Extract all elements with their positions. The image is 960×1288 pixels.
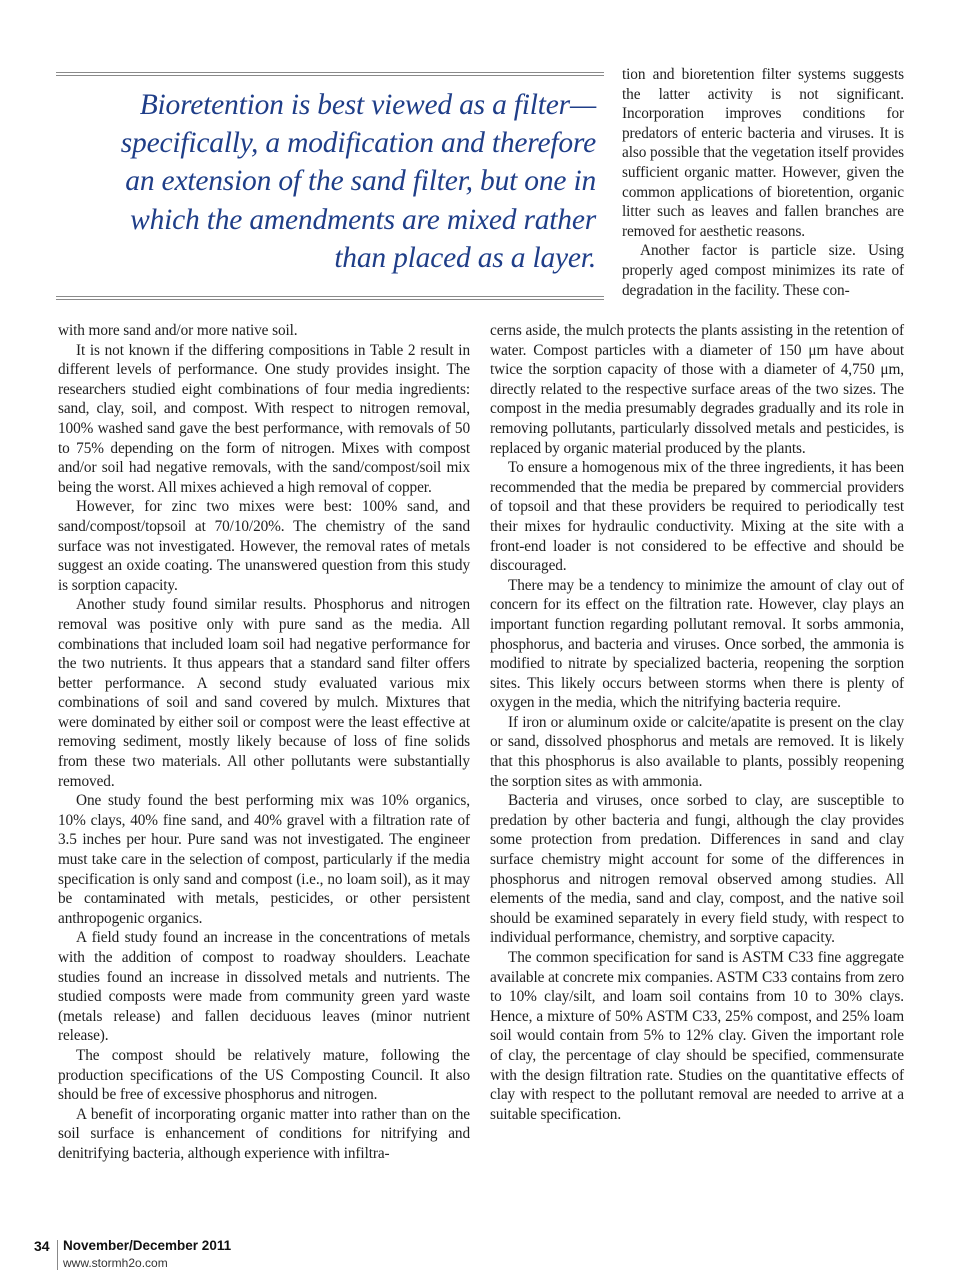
pull-quote-line: Bioretention is best viewed as a filter— [139, 89, 596, 121]
footer-divider [57, 1240, 58, 1270]
paragraph: If iron or aluminum oxide or calcite/apatite is present on the clay or sand, dissolved phosphorus and metals are removed. It is likely that this phosphorus is also available to plants, possibly reopening the sorption sites as with ammonia. [490, 713, 904, 790]
paragraph: Another factor is particle size. Using properly aged compost minimizes its rate of degradation in the facility. These con- [622, 242, 904, 299]
paragraph: The compost should be relatively mature, following the production specifications of the US Composting Council. It also should be free of excessive phosphorus and nitrogen. [58, 1046, 470, 1104]
pull-quote [56, 86, 596, 277]
issue-date: November/December 2011 [63, 1238, 232, 1253]
paragraph: To ensure a homogenous mix of the three ingredients, it has been recommended that the media be prepared by commercial providers of topsoil and that these providers be required to periodically test their mixes for hydraulic conductivity. Mixing at the site with a front-end loader is not considered to be effective and should be discouraged. [490, 459, 904, 575]
pull-quote-line: which the amendments are mixed rather [130, 203, 596, 236]
paragraph: tion and bioretention filter systems suggests the latter activity is not significant. Incorporation improves conditions for predators of enteric bacteria and viruses. It is also possible that the vegetation itself provides sufficient organic matter. However, given the common applications of bioretention, organic litter such as leaves and fallen branches are removed for aesthetic reasons. [622, 66, 904, 240]
pull-quote-line: specifically, a modification and therefore [120, 127, 596, 160]
right-top-column [622, 65, 904, 300]
paragraph: It is not known if the differing compositions in Table 2 result in different levels of performance. One study provides insight. The researchers studied eight combinations of four media ingredients: sand, clay, soil, and compost. With respect to nitrogen removal, 100% washed sand gave the best performance, with removals of 50 to 75% depending on the form of nitrogen. Mixes with compost and/or soil had negative removals, with the sand/compost/soil mix being the worst. All mixes achieved a high removal of copper. [58, 341, 470, 496]
pull-quote-line: an extension of the sand filter, but one in [125, 165, 596, 198]
paragraph: A benefit of incorporating organic matter into rather than on the soil surface is enhancement of conditions for nitrifying and denitrifying bacteria, although experience with infiltra- [58, 1105, 470, 1162]
paragraph: The common specification for sand is ASTM C33 fine aggregate available at concrete mix companies. ASTM C33 contains from zero to 10% clay/silt, and loam soil contains from 10 to 30% clays. Hence, a mixture of 50% ASTM C33, 25% compost, and 25% loam soil would contain from 5% to 12% clay. Given the important role of clay, the percentage of clay should be specified, commensurate with the design filtration rate. Studies on the quantitative effects of clay with respect to the pollutant removal are needed to arrive at a suitable specification. [490, 949, 904, 1123]
paragraph: There may be a tendency to minimize the amount of clay out of concern for its effect on the filtration rate. However, clay plays an important function regarding pollutant removal. It sorbs ammonia, phosphorus, and bacteria and viruses. Once sorbed, the ammonia is modified to nitrate by specialized bacteria, reopening the sorption sites. This likely occurs between storms when there is plenty of oxygen in the media, which the nitrifying bacteria require. [490, 576, 904, 712]
pull-quote-bottom-rule-inner [56, 299, 604, 300]
paragraph: A field study found an increase in the concentrations of metals with the addition of compost to roadway shoulders. Leachate studies found an increase in dissolved metals and nutrients. The studied composts were made from community green yard waste (metals release) and fallen deciduous leaves (minor nutrient release). [58, 929, 470, 1045]
paragraph: Another study found similar results. Phosphorus and nitrogen removal was positive only with pure sand as the media. All combinations that included loam soil had negative performance for the two nutrients. It thus appears that a standard sand filter offers better performance. A second study evaluated various mix combinations of soil and sand covered by mulch. Mixtures that were dominated by either soil or compost were the least effective at removing sediment, mostly likely because of loss of fine solids from these two materials. All other pollutants were substantially removed. [58, 596, 470, 790]
right-bottom-column [490, 321, 904, 1124]
left-column [58, 321, 470, 1164]
paragraph: Bacteria and viruses, once sorbed to clay, are susceptible to predation by other bacteria and fungi, although the clay provides some protection from predation. Differences in sand and clay surface chemistry might account for some of the differences in phosphorus and nitrogen removal observed among studies. All elements of the media, sand and clay, compost, and the native soil should be examined separately in every field study, with respect to individual performance, chemistry, and sorptive capacity. [490, 792, 904, 947]
paragraph: One study found the best performing mix was 10% organics, 10% clays, 40% fine sand, and 40% gravel with a filtration rate of 3.5 inches per hour. Pure sand was not investigated. The engineer must take care in the selection of compost, particularly if the media specification is only sand and compost (i.e., no loam soil), as it may be contaminated with metals, pesticides, or other persistent anthropogenic organics. [58, 792, 470, 927]
pull-quote-top-rule [56, 72, 604, 73]
website-url: www.stormh2o.com [63, 1256, 168, 1270]
pull-quote-bottom-rule [56, 296, 604, 297]
pull-quote-top-rule-inner [56, 75, 604, 76]
page-number: 34 [34, 1238, 50, 1254]
paragraph: However, for zinc two mixes were best: 100% sand, and sand/compost/topsoil at 70/10/20%. The chemistry of the sand surface was not investigated. However, the removal rates of metals suggest an oxide coating. The unanswered question from this study is sorption capacity. [58, 498, 470, 594]
paragraph: with more sand and/or more native soil. [58, 322, 298, 339]
pull-quote-line: than placed as a layer. [334, 241, 596, 274]
paragraph: cerns aside, the mulch protects the plants assisting in the retention of water. Compost particles with a diameter of 150 μm have about twice the sorption capacity of those with a diameter of 4,750 μm, directly related to the respective surface areas of the two sizes. The compost in the media presumably degrades gradually and its role in removing pollutants, particularly dissolved metals and pesticides, is replaced by organic material produced by the plants. [490, 322, 904, 457]
